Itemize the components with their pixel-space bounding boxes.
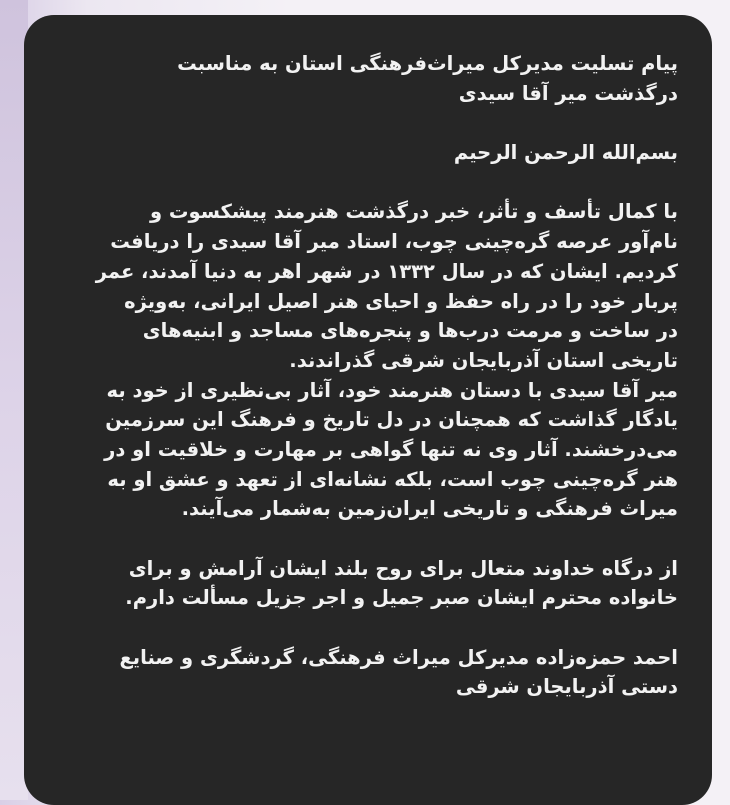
text-line: میر آقا سیدی با دستان هنرمند خود، آثار بی‌نظیری از خود به bbox=[106, 378, 678, 402]
signature-line: دستی آذربایجان شرقی bbox=[455, 675, 678, 699]
text-line: از درگاه خداوند متعال برای روح بلند ایشان آرامش و برای bbox=[128, 556, 678, 580]
signature bbox=[58, 643, 678, 702]
text-line: با کمال تأسف و تأثر، خبر درگذشت هنرمند پیشکسوت و bbox=[149, 200, 678, 224]
text-line: کردیم. ایشان که در سال ۱۳۳۲ در شهر اهر به دنیا آمدند، عمر bbox=[95, 259, 678, 283]
message-title bbox=[58, 49, 678, 108]
text-line: یادگار گذاشت که همچنان در دل تاریخ و فرهنگ این سرزمین bbox=[105, 408, 678, 432]
text-line: می‌درخشند. آثار وی نه تنها گواهی بر مهارت و خلاقیت او در bbox=[104, 437, 678, 461]
basmala: بسم‌الله الرحمن الرحیم bbox=[453, 141, 678, 165]
message-card bbox=[24, 15, 712, 805]
title-line: پیام تسلیت مدیرکل میراث‌فرهنگی استان به مناسبت bbox=[177, 52, 678, 75]
paragraph-3 bbox=[58, 554, 678, 613]
text-line: تاریخی استان آذربایجان شرقی گذراندند. bbox=[289, 348, 678, 372]
paragraph-1 bbox=[58, 197, 678, 375]
text-line: خانواده محترم ایشان صبر جمیل و اجر جزیل مسألت دارم. bbox=[125, 586, 678, 610]
text-line: نام‌آور عرصه گره‌چینی چوب، استاد میر آقا سیدی را دریافت bbox=[110, 230, 678, 254]
text-line: هنر گره‌چینی چوب است، بلکه نشانه‌ای از تعهد و عشق او به bbox=[107, 467, 678, 491]
text-line: میراث فرهنگی و تاریخی ایران‌زمین به‌شمار می‌آیند. bbox=[181, 497, 678, 521]
text-line: در ساخت و مرمت درب‌ها و پنجره‌های مساجد و ابنیه‌های bbox=[142, 319, 678, 343]
paragraph-2 bbox=[58, 376, 678, 524]
signature-line: احمد حمزه‌زاده مدیرکل میراث فرهنگی، گردشگری و صنایع bbox=[119, 645, 678, 669]
message-text bbox=[58, 49, 678, 805]
title-line: درگذشت میر آقا سیدی bbox=[458, 81, 678, 105]
text-line: پربار خود را در راه حفظ و احیای هنر اصیل ایرانی، به‌ویژه bbox=[124, 289, 678, 313]
